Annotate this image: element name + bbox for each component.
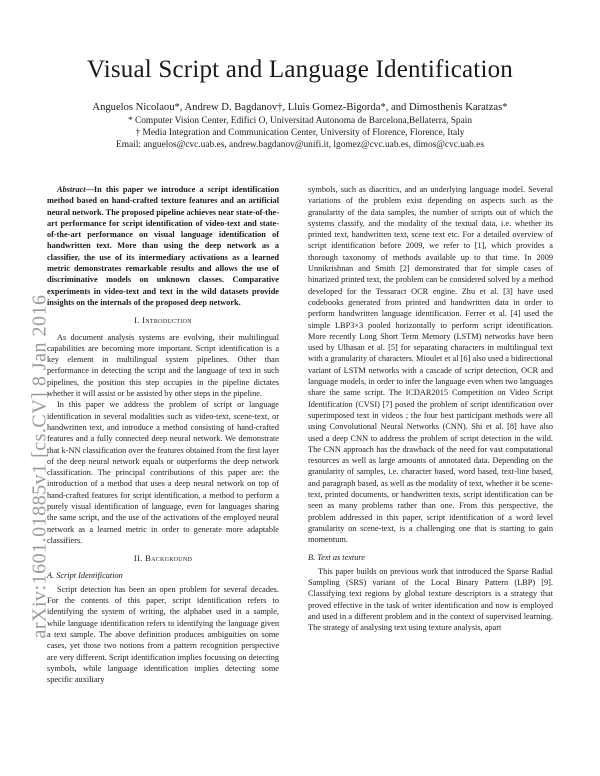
affiliation-2: † Media Integration and Communication Center, University of Florence, Florence, Italy	[135, 128, 465, 138]
right-paragraph-1: symbols, such as diacritics, and an underlying language model. Several variations of the problem exist depending on aspects such as the granularity of the data samples, the number of scripts out of which the systems classify, and the modality of the textual data, i.e. whether its printed text, handwritten text, scene text etc. For a detailed overview of script identification before 2009, we refer to [1], which provides a thorough taxonomy of methods available up to that time. In 2009 Unnikrishnan and Smith [2] demonstrated that for simple cases of binarized printed text, the problem can be considered solved by a method developed for the Tessaract OCR engine. Zhu et al. [3] have used codebooks generated from printed and handwritten data in order to perform handwritten language identification. Ferrer et al. [4] used the simple LBP3×3 pooled horizontally to perform script identification. More recently Long Short Term Memory (LSTM) networks have been used by Ulhasan et al. [5] for separating characters in multilingual text with a granularity of characters. Mioulet et al [6] also used a bidirectional variant of LSTM networks with a cascade of script detection, OCR and language models, in order to infer the language even when two languages share the same script. The ICDAR2015 Competition on Video Script Identification (CVSI) [7] posed the problem of script identification over superimposed text in videos ; the four best participant methods were all using Convolutional Neural Networks (CNN). Shi et al. [8] have also used a deep CNN to address the problem of script detection in the wild. The CNN approach has the drawback of the need for vast computational resources as well as large amounts of annotated data. Depending on the granularity of samples, i.e. character based, word based, text-line based, and paragraph based, as well as the modality of text, whether it be scene-text, printed documents, or handwritten texts, script identification can be seen as many problems rather than one. From this perspective, the problem addressed in this paper, script identification of a word level granularity on scene-text, is a challenging one that is starting to gain momentum.	[308, 185, 553, 545]
abstract-label: Abstract	[57, 185, 86, 194]
abstract	[47, 184, 279, 308]
intro-paragraph-2: In this paper we address the problem of script or language identification in several modalities such as video-text, scene-text, or handwritten text, and introduce a method consisting of hand-crafted features and a fully connected deep neural network. We demonstrate that k-NN classification over the features obtained from the first layer of the deep neural network equals or outperforms the deep network classification. The principal contributions of this paper are: the introduction of a method that uses a deep neural network on top of hand-crafted features for script identification, a method to perform a purely visual identification of language, even for languages sharing the same script, and the use of the activations of the employed neural network as a learned metric in order to generate more adaptable classifiers.	[47, 400, 279, 545]
background-paragraph-1: Script detection has been an open problem for several decades. For the contents of this paper, script identification refers to identifying the system of writing, the alphabet used in a sample, while language identification refers to identifying the language given a text sample. The above definition produces ambiguities on some cases, yet those two notions from a pattern recognition perspective are very different. Script identification implies focussing on detecting symbols, while language identification implies detecting some specific auxiliary	[47, 584, 279, 685]
paper-title: Visual Script and Language Identification	[86, 56, 513, 83]
section-heading-introduction: I. Introduction	[134, 315, 192, 326]
section-heading-background: II. Background	[133, 553, 193, 564]
subsection-heading-script-identification: A. Script Identification	[47, 570, 123, 580]
arxiv-side-label: arXiv:1601.01885v1 [cs.CV] 8 Jan 2016	[28, 294, 51, 639]
author-list: Anguelos Nicolaou*, Andrew D. Bagdanov†, Lluis Gomez-Bigorda*, and Dimosthenis Karatzas*	[92, 102, 508, 113]
affiliation-1: * Computer Vision Center, Edifici O, Universitad Autonoma de Barcelona,Bellaterra, Spain	[127, 116, 473, 126]
subsection-heading-text-as-texture: B. Text as texture	[308, 552, 365, 562]
abstract-text: —In this paper we introduce a script identification method based on hand-crafted texture features and an artificial neural network. The proposed pipeline achieves near state-of-the-art performance for script identification of video-text and state-of-the-art performance on visual language identification of handwritten text. More than using the deep network as a classifier, the use of its intermediary activations as a learned metric demonstrates remarkable results and allows the use of discriminative models on unknown classes. Comparative experiments in video-text and text in the wild datasets provide insights on the internals of the proposed deep network.	[47, 185, 279, 307]
intro-paragraph-1: As document analysis systems are evolving, their multilingual capabilities are becoming more important. Script identification is a key element in multilingual system pipelines. Other than performance in detecting the script and the language of text in such pipelines, the position this step occupies in the pipeline dictates whether it will assist or be assisted by other steps in the pipeline.	[47, 332, 279, 399]
email-line: Email: anguelos@cvc.uab.es, andrew.bagdanov@unifi.it, lgomez@cvc.uab.es, dimos@cvc.uab.es	[116, 140, 484, 150]
left-column	[47, 184, 279, 685]
right-paragraph-2: This paper builds on previous work that introduced the Sparse Radial Sampling (SRS) variant of the Local Binary Pattern (LBP) [9]. Classifying text regions by global texture descriptors is a strategy that proved effective in the task of writer identification and now is employed and used in a different problem and in the context of supervised learning. The strategy of analysing text using texture analysis, apart	[308, 566, 553, 633]
right-column	[308, 184, 553, 634]
